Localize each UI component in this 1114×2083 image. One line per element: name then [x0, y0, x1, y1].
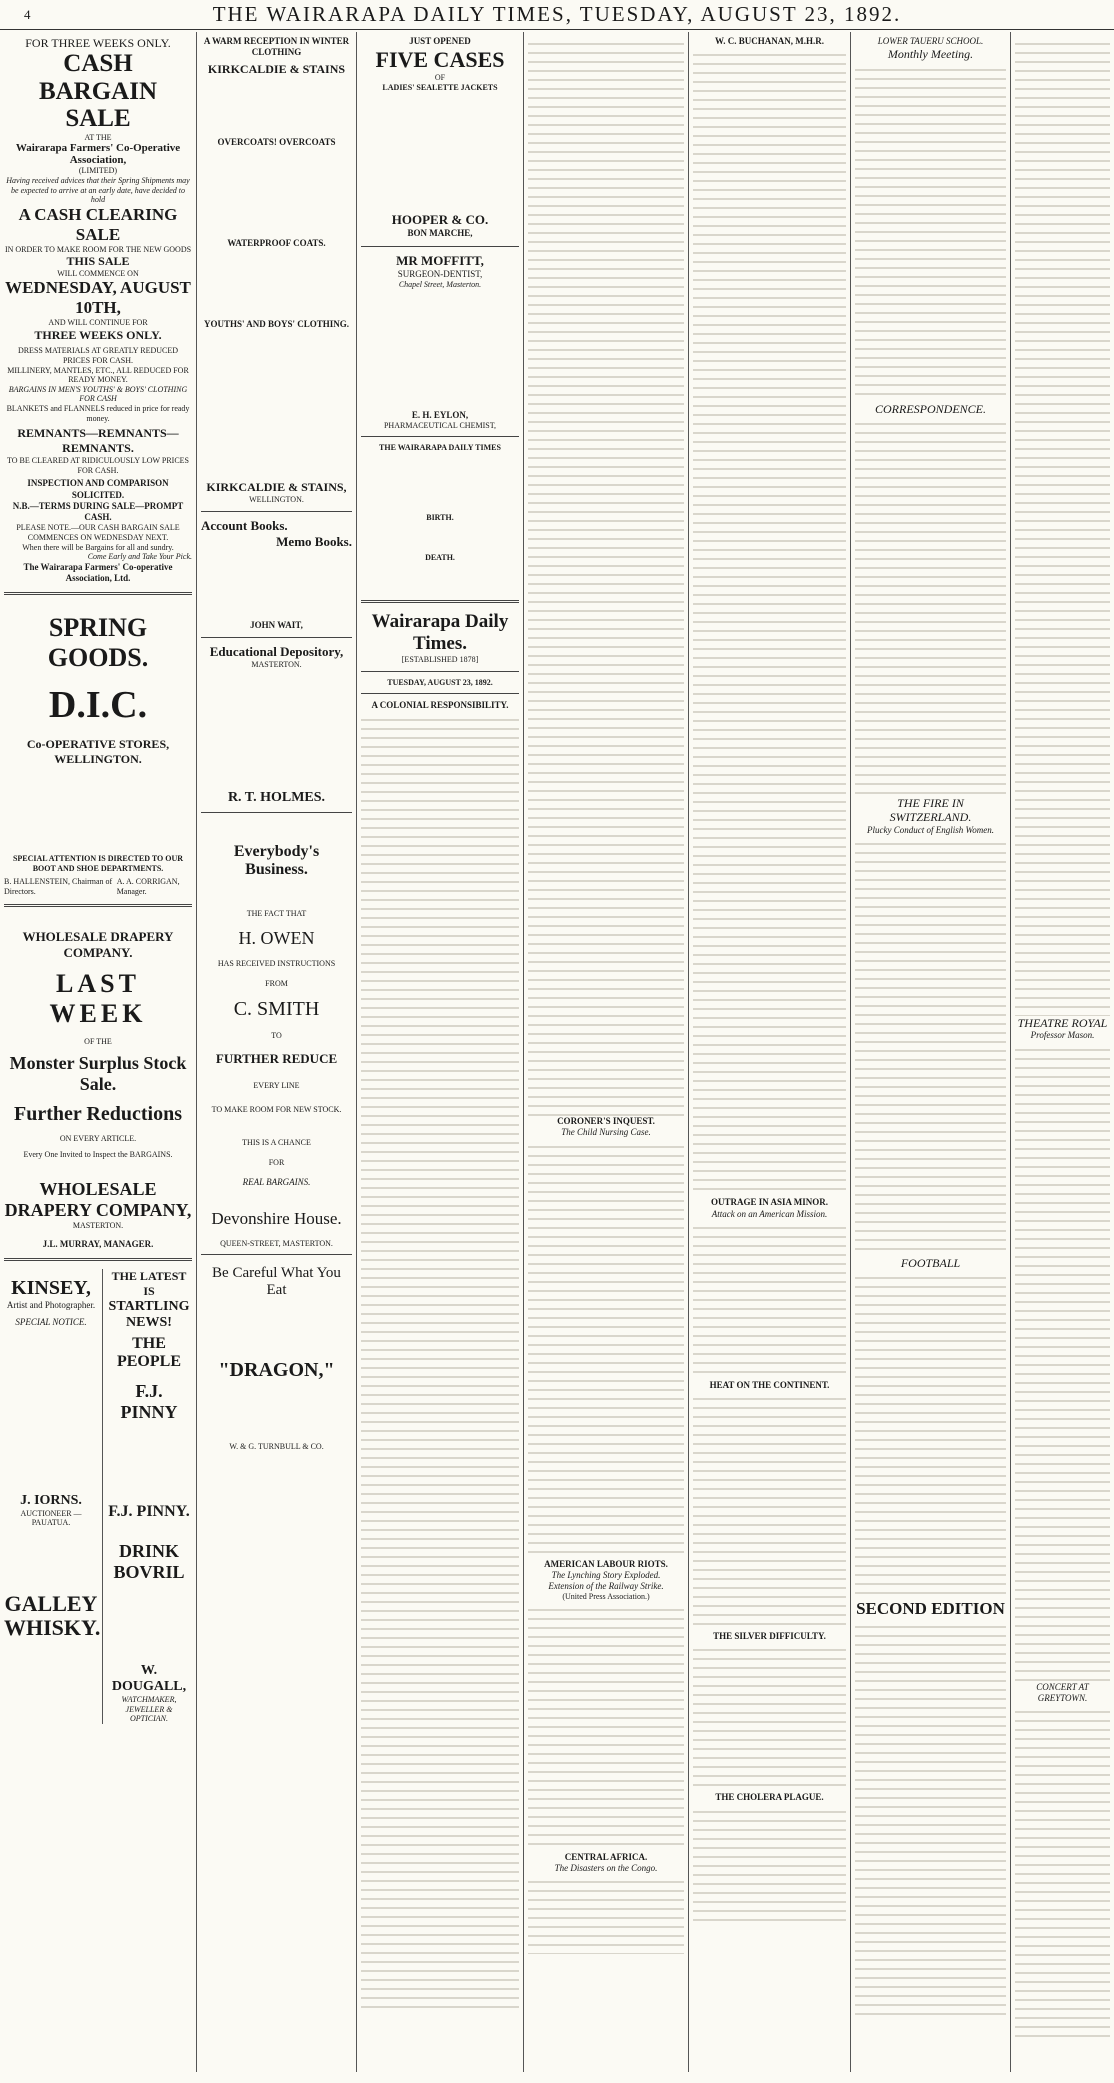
article-subhead: Plucky Conduct of English Women.: [867, 824, 994, 835]
page-number: 4: [24, 6, 31, 22]
ad-subtitle: REMNANTS—REMNANTS—REMNANTS.: [17, 426, 179, 456]
ad-subtitle: Further Reductions: [14, 1102, 182, 1125]
paper-nameplate: Wairarapa Daily Times.: [371, 611, 509, 655]
column-2: [197, 32, 356, 2072]
ad-headline: FOR THREE WEEKS ONLY.: [25, 36, 171, 50]
article-headline: CORONER'S INQUEST.: [557, 1116, 655, 1126]
article-headline: W. C. BUCHANAN, M.H.R.: [715, 36, 824, 46]
article-body: [855, 1270, 1006, 1600]
ad-text: Artist and Photographer.: [6, 1300, 96, 1311]
body-text: [201, 148, 352, 238]
ad-text: BON MARCHE,: [407, 228, 473, 239]
article-body: [528, 1602, 684, 1852]
ad-text: THREE WEEKS ONLY.: [34, 328, 162, 343]
article-subhead: The Child Nursing Case.: [561, 1127, 651, 1138]
ad-text: Co-OPERATIVE STORES, WELLINGTON.: [26, 737, 170, 766]
article-headline: AMERICAN LABOUR RIOTS.: [544, 1558, 668, 1569]
body-text: [201, 330, 352, 480]
article-body: [693, 1220, 846, 1380]
body-text: [361, 290, 519, 410]
ad-text: QUEEN-STREET, MASTERTON.: [220, 1238, 333, 1248]
ad-title: CASH BARGAIN SALE: [38, 50, 158, 133]
ad-title: W. DOUGALL,: [111, 1663, 187, 1695]
ad-text: AND WILL CONTINUE FOR: [48, 318, 148, 328]
article-subhead: The Disasters on the Congo.: [554, 1863, 658, 1874]
ad-text: FROM: [265, 978, 288, 988]
article-headline: THE CHOLERA PLAGUE.: [715, 1792, 824, 1803]
article-body: [693, 47, 846, 1197]
ad-title: J. IORNS.: [20, 1492, 82, 1508]
ad-title: KINSEY,: [11, 1277, 91, 1300]
ad-text: SURGEON-DENTIST,: [397, 268, 483, 279]
ad-subtitle: OVERCOATS! OVERCOATS: [217, 136, 336, 147]
ad-text: HAS RECEIVED INSTRUCTIONS: [217, 959, 336, 969]
article-body: [1015, 1704, 1110, 2044]
ad-text: OF THE: [84, 1037, 112, 1047]
ad-subtitle: WATERPROOF COATS.: [227, 237, 326, 248]
ad-title: Everybody's Business.: [233, 842, 320, 878]
ad-text: E. H. EYLON,: [411, 409, 469, 420]
ad-company: KIRKCALDIE & STAINS: [207, 61, 346, 76]
ad-subtitle: YOUTHS' AND BOYS' CLOTHING.: [203, 319, 350, 329]
ad-subtitle: Monster Surplus Stock Sale.: [9, 1052, 187, 1094]
ad-text: [ESTABLISHED 1878]: [401, 655, 479, 665]
body-text: [4, 1532, 98, 1572]
body-text: [106, 1427, 192, 1497]
body-text: [361, 453, 519, 513]
ad-text: DEATH.: [425, 552, 455, 562]
article-subhead: Professor Mason.: [1030, 1030, 1095, 1041]
ad-title: LAST WEEK: [49, 969, 147, 1029]
ad-text: MASTERTON.: [251, 660, 302, 670]
body-text: [4, 770, 192, 850]
ad-title: "DRAGON,": [218, 1359, 335, 1382]
ad-title: GALLEY WHISKY.: [4, 1590, 101, 1640]
article-headline: THE SILVER DIFFICULTY.: [713, 1631, 826, 1641]
ad-text: FOR: [268, 1157, 285, 1167]
body-text: [4, 1333, 98, 1473]
ad-headline: A WARM RECEPTION IN WINTER CLOTHING: [203, 36, 350, 58]
article-headline: OUTRAGE IN ASIA MINOR.: [710, 1197, 829, 1208]
ad-text: JOHN WAIT,: [250, 619, 303, 630]
ad-text: A. A. CORRIGAN, Manager.: [116, 877, 180, 896]
ad-text: Having received advices that their Spring Shipments may be expected to arrive at an early date, have decided to hold: [6, 176, 190, 205]
ad-date: WEDNESDAY, AUGUST 10TH,: [5, 278, 191, 318]
ad-company: WHOLESALE DRAPERY COMPANY.: [22, 929, 174, 961]
ad-text: MASTERTON.: [72, 1221, 124, 1231]
article-headline: CORRESPONDENCE.: [875, 401, 986, 416]
article-body: [1015, 36, 1110, 1016]
body-text: [106, 1587, 192, 1647]
masthead: [0, 0, 1114, 30]
ad-title: Memo Books.: [276, 533, 352, 549]
column-7: [1011, 32, 1114, 2072]
ad-title: Educational Depository,: [209, 644, 344, 660]
ad-text: W. & G. TURNBULL & CO.: [229, 1442, 324, 1452]
ad-company: KIRKCALDIE & STAINS,: [206, 480, 347, 495]
ad-company: HOOPER & CO.: [391, 212, 489, 228]
body-text: [201, 1299, 352, 1359]
ad-title: STARTLING NEWS!: [108, 1299, 190, 1331]
article-headline: CENTRAL AFRICA.: [564, 1851, 648, 1862]
ad-text: BARGAINS IN MEN'S YOUTHS' & BOYS' CLOTHING FOR CASH: [8, 384, 188, 404]
article-subhead: Extension of the Railway Strike.: [548, 1581, 664, 1591]
ad-text: When there will be Bargains for all and sundry.: [22, 542, 174, 552]
ad-title: H. OWEN: [238, 928, 315, 949]
article-headline: LOWER TAUERU SCHOOL.: [877, 36, 984, 46]
ad-text: OF: [434, 73, 446, 83]
article-headline: THE FIRE IN SWITZERLAND.: [889, 796, 972, 825]
ad-title: MR MOFFITT,: [396, 252, 484, 268]
body-text: [361, 92, 519, 212]
newspaper-title: THE WAIRARAPA DAILY TIMES, TUESDAY, AUGUST 23, 1892.: [212, 2, 902, 26]
ad-text: BIRTH.: [426, 512, 454, 522]
column-1: [0, 32, 196, 2072]
article-headline: HEAT ON THE CONTINENT.: [709, 1379, 830, 1390]
body-text: [201, 77, 352, 137]
ad-text: WELLINGTON.: [249, 495, 304, 505]
ad-text: REAL BARGAINS.: [242, 1177, 311, 1188]
column-6: [851, 32, 1010, 2072]
ad-text: AT THE: [84, 132, 112, 142]
article-subhead: Monthly Meeting.: [887, 47, 974, 62]
ad-subtitle: THE PEOPLE: [116, 1335, 181, 1371]
article-body: [855, 416, 1006, 796]
body-text: [201, 670, 352, 780]
ad-text: INSPECTION AND COMPARISON SOLICITED.: [27, 478, 169, 500]
ad-text: THIS IS A CHANCE: [242, 1138, 311, 1148]
issue-date: TUESDAY, AUGUST 23, 1892.: [387, 677, 493, 687]
spring-goods-title: SPRING GOODS.: [47, 613, 149, 673]
ad-title: F.J. PINNY.: [108, 1503, 190, 1521]
article-headline: CONCERT AT GREYTOWN.: [1036, 1681, 1089, 1703]
ad-title: DRINK BOVRIL: [113, 1541, 185, 1583]
ad-text: Chapel Street, Masterton.: [398, 279, 482, 289]
ad-title: Account Books.: [201, 517, 288, 533]
ad-text: THE LATEST IS: [111, 1269, 187, 1299]
body-text: [201, 550, 352, 620]
ad-text: J.L. MURRAY, MANAGER.: [42, 1238, 154, 1249]
ad-title: F.J. PINNY: [120, 1381, 178, 1423]
ad-title: R. T. HOLMES.: [227, 789, 326, 805]
ad-text: WATCHMAKER, JEWELLER & OPTICIAN.: [121, 1695, 177, 1724]
ad-text: Come Early and Take Your Pick.: [87, 552, 192, 562]
ad-company: Wairarapa Farmers' Co-Operative Association,: [15, 142, 181, 167]
ad-text: PLEASE NOTE.—OUR CASH BARGAIN SALE COMMENCES ON WEDNESDAY NEXT.: [16, 523, 180, 542]
article-body: [855, 1619, 1006, 2019]
ad-text: B. HALLENSTEIN, Chairman of Directors.: [4, 877, 113, 896]
column-5: [689, 32, 850, 2072]
column-3: [357, 32, 523, 2072]
ad-text: AUCTIONEER — PAUATUA.: [20, 1508, 82, 1528]
ad-company: WHOLESALE DRAPERY COMPANY,: [4, 1179, 192, 1221]
article-headline: FOOTBALL: [900, 1256, 961, 1271]
article-body: [1015, 1042, 1110, 1682]
article-headline: THEATRE ROYAL: [1017, 1016, 1108, 1030]
article-body: [528, 1139, 684, 1559]
ad-text: WILL COMMENCE ON: [57, 268, 139, 278]
ad-text: THIS SALE: [66, 254, 130, 269]
ad-text: MILLINERY, MANTLES, ETC., ALL REDUCED FOR READY MONEY.: [7, 365, 189, 385]
body-text: [201, 1382, 352, 1442]
ad-title: FIVE CASES: [375, 47, 505, 73]
ad-text: TO: [271, 1031, 282, 1041]
ad-text: DRESS MATERIALS AT GREATLY REDUCED PRICES FOR CASH.: [17, 346, 179, 366]
ad-text: TO MAKE ROOM FOR NEW STOCK.: [211, 1104, 342, 1114]
dic-title: D.I.C.: [48, 684, 148, 727]
article-body: [528, 36, 684, 1116]
body-text: [361, 523, 519, 553]
article-body: [855, 62, 1006, 402]
ad-text: PHARMACEUTICAL CHEMIST,: [383, 420, 496, 430]
column-4: [524, 32, 688, 2072]
article-subhead: The Lynching Story Exploded.: [551, 1569, 661, 1580]
ad-text: EVERY LINE: [253, 1081, 300, 1091]
ad-text: (LIMITED): [78, 166, 118, 176]
body-text: [201, 249, 352, 319]
ad-title: Be Careful What You Eat: [212, 1265, 341, 1299]
ad-subtitle: A CASH CLEARING SALE: [18, 204, 178, 244]
ad-text: LADIES' SEALETTE JACKETS: [382, 82, 498, 92]
article-byline: (United Press Association.): [562, 1592, 650, 1602]
ad-text: THE WAIRARAPA DAILY TIMES: [379, 443, 501, 453]
body-text: [361, 562, 519, 592]
article-subhead: Attack on an American Mission.: [711, 1208, 828, 1219]
article-body: [528, 1874, 684, 1954]
ad-text: BLANKETS and FLANNELS reduced in price for ready money.: [6, 403, 190, 423]
article-body: [693, 1804, 846, 1924]
article-body: [693, 1391, 846, 1631]
ad-text: IN ORDER TO MAKE ROOM FOR THE NEW GOODS: [4, 244, 192, 254]
ad-text: THE FACT THAT: [246, 908, 307, 918]
article-body: [855, 836, 1006, 1256]
ad-subtitle: FURTHER REDUCE: [215, 1051, 338, 1067]
ad-text: SPECIAL NOTICE.: [15, 1317, 87, 1328]
ad-text: SPECIAL ATTENTION IS DIRECTED TO OUR BOOT AND SHOE DEPARTMENTS.: [12, 854, 184, 873]
article-headline: A COLONIAL RESPONSIBILITY.: [371, 700, 509, 711]
ad-text: ON EVERY ARTICLE.: [59, 1133, 137, 1143]
ad-text: Every One Invited to Inspect the BARGAINS.: [23, 1149, 173, 1159]
ad-title: Devonshire House.: [211, 1208, 342, 1228]
ad-text: TO BE CLEARED AT RIDICULOUSLY LOW PRICES FOR CASH.: [6, 456, 190, 475]
ad-title: C. SMITH: [233, 998, 320, 1021]
ad-text: N.B.—TERMS DURING SALE—PROMPT CASH.: [12, 500, 184, 523]
ad-headline: JUST OPENED: [409, 36, 471, 46]
ad-signature: The Wairarapa Farmers' Co-operative Association, Ltd.: [23, 561, 173, 583]
article-headline: SECOND EDITION: [856, 1599, 1005, 1619]
article-body: [361, 712, 519, 2012]
article-body: [693, 1642, 846, 1792]
